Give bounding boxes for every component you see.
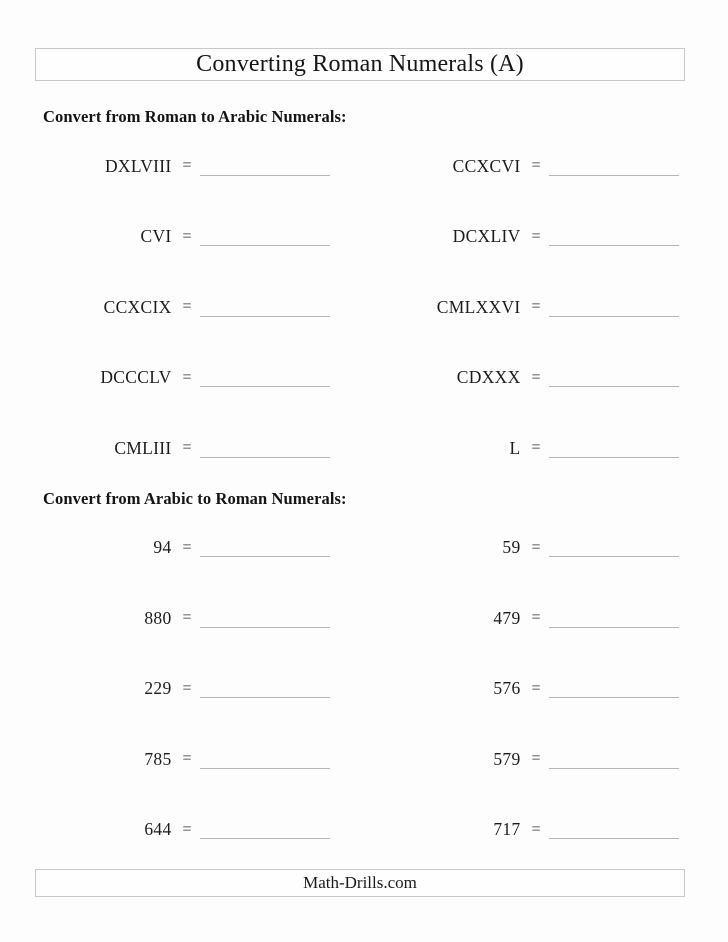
- problem-operand: CVI: [140, 226, 172, 247]
- equals-sign: =: [531, 609, 541, 627]
- problem-operand: CDXXX: [456, 367, 521, 388]
- problem-operand: 644: [144, 819, 172, 840]
- worksheet-title-box: [35, 48, 685, 81]
- equals-sign: =: [531, 157, 541, 175]
- equals-sign: =: [182, 609, 192, 627]
- problem-row: [392, 537, 679, 558]
- problem-row: [392, 678, 679, 699]
- problem-row: [43, 367, 330, 388]
- problem-row: [43, 297, 330, 318]
- problem-operand: L: [509, 437, 521, 458]
- footer-brand: Math-Drills.com: [303, 873, 417, 892]
- answer-blank: [200, 697, 330, 698]
- section-heading-roman-to-arabic: Convert from Roman to Arabic Numerals:: [43, 107, 347, 126]
- section-arabic-to-roman: [35, 489, 693, 866]
- answer-blank: [549, 316, 679, 317]
- problem-row: [43, 226, 330, 247]
- problem-row: [392, 438, 679, 459]
- problem-operand: 229: [144, 678, 172, 699]
- equals-sign: =: [182, 298, 192, 316]
- equals-sign: =: [182, 439, 192, 457]
- section-roman-to-arabic: [35, 107, 693, 484]
- problem-row: [43, 608, 330, 629]
- problem-operand: 785: [144, 748, 172, 769]
- equals-sign: =: [531, 750, 541, 768]
- problem-operand: CMLXXVI: [436, 296, 521, 317]
- answer-blank: [200, 457, 330, 458]
- worksheet-title: Converting Roman Numerals (A): [196, 51, 524, 77]
- equals-sign: =: [531, 820, 541, 838]
- problem-grid-roman-to-arabic: [43, 131, 693, 484]
- answer-blank: [549, 556, 679, 557]
- problem-operand: 717: [493, 819, 521, 840]
- equals-sign: =: [182, 820, 192, 838]
- problem-row: [392, 226, 679, 247]
- equals-sign: =: [182, 679, 192, 697]
- section-heading-arabic-to-roman: Convert from Arabic to Roman Numerals:: [43, 488, 347, 508]
- equals-sign: =: [182, 538, 192, 556]
- problem-operand: 880: [144, 607, 172, 628]
- equals-sign: =: [182, 157, 192, 175]
- equals-sign: =: [531, 538, 541, 556]
- problem-operand: 579: [493, 748, 521, 769]
- problem-row: [392, 749, 679, 770]
- answer-blank: [200, 175, 330, 176]
- answer-blank: [549, 386, 679, 387]
- equals-sign: =: [182, 368, 192, 386]
- problem-operand: CCXCIX: [103, 296, 172, 317]
- answer-blank: [200, 768, 330, 769]
- problem-row: [392, 608, 679, 629]
- answer-blank: [549, 175, 679, 176]
- problem-row: [43, 819, 330, 840]
- answer-blank: [549, 245, 679, 246]
- answer-blank: [549, 457, 679, 458]
- problem-row: [392, 297, 679, 318]
- equals-sign: =: [531, 368, 541, 386]
- equals-sign: =: [182, 227, 192, 245]
- answer-blank: [200, 838, 330, 839]
- answer-blank: [549, 768, 679, 769]
- problem-grid-arabic-to-roman: [43, 513, 693, 866]
- answer-blank: [549, 697, 679, 698]
- problem-row: [392, 156, 679, 177]
- problem-operand: 479: [493, 607, 521, 628]
- answer-blank: [549, 838, 679, 839]
- answer-blank: [200, 386, 330, 387]
- problem-operand: DCCCLV: [100, 367, 172, 388]
- problem-row: [43, 156, 330, 177]
- problem-operand: DXLVIII: [104, 155, 172, 176]
- equals-sign: =: [531, 679, 541, 697]
- footer-box: [35, 869, 685, 897]
- answer-blank: [200, 627, 330, 628]
- problem-operand: 59: [502, 537, 521, 558]
- problem-row: [43, 749, 330, 770]
- problem-operand: 576: [493, 678, 521, 699]
- answer-blank: [549, 627, 679, 628]
- problem-operand: 94: [153, 537, 172, 558]
- equals-sign: =: [531, 298, 541, 316]
- equals-sign: =: [182, 750, 192, 768]
- problem-operand: DCXLIV: [452, 226, 521, 247]
- problem-operand: CMLIII: [114, 437, 172, 458]
- problem-row: [43, 678, 330, 699]
- problem-row: [43, 537, 330, 558]
- problem-operand: CCXCVI: [452, 155, 521, 176]
- problem-row: [392, 367, 679, 388]
- problem-row: [392, 819, 679, 840]
- problem-row: [43, 438, 330, 459]
- answer-blank: [200, 245, 330, 246]
- answer-blank: [200, 556, 330, 557]
- equals-sign: =: [531, 439, 541, 457]
- equals-sign: =: [531, 227, 541, 245]
- answer-blank: [200, 316, 330, 317]
